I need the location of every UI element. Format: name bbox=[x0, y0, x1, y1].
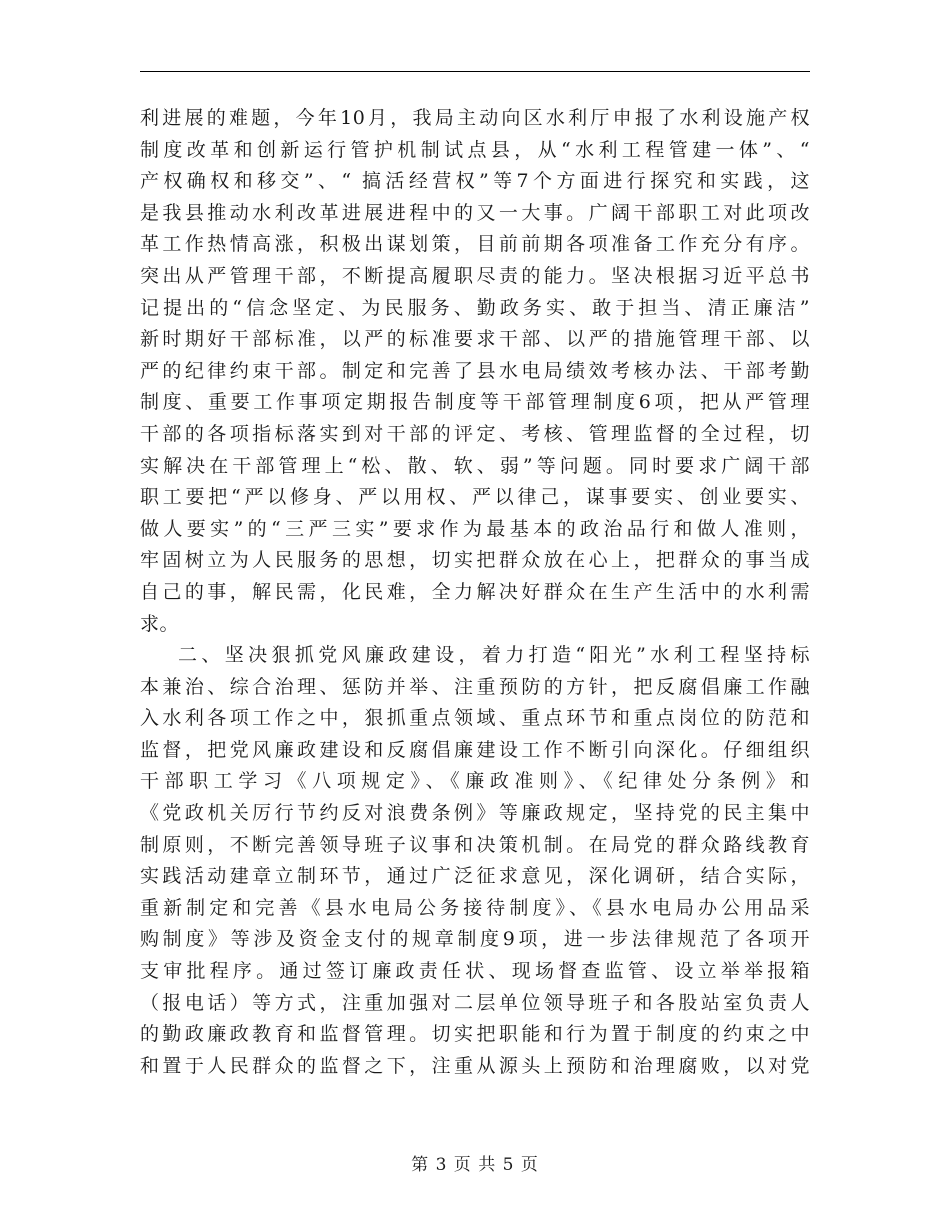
header-rule bbox=[140, 71, 810, 72]
text-line: 实解决在干部管理上“松、散、软、弱”等问题。同时要求广阔干部 bbox=[140, 454, 810, 477]
text-line: 严的纪律约束干部。制定和完善了县水电局绩效考核办法、干部考勤 bbox=[140, 359, 810, 382]
text-line: 监督，把党风廉政建设和反腐倡廉建设工作不断引向深化。仔细组织 bbox=[140, 738, 810, 761]
text-line: 和置于人民群众的监督之下，注重从源头上预防和治理腐败，以对党 bbox=[140, 1054, 810, 1077]
body-text bbox=[140, 103, 810, 1082]
text-line: 革工作热情高涨，积极出谋划策，目前前期各项准备工作充分有序。 bbox=[140, 233, 810, 256]
text-line: 制度、重要工作事项定期报告制度等干部管理制度6项，把从严管理 bbox=[140, 391, 810, 414]
text-line: 做人要实”的“三严三实”要求作为最基本的政治品行和做人准则， bbox=[140, 517, 810, 540]
text-line: 牢固树立为人民服务的思想，切实把群众放在心上，把群众的事当成 bbox=[140, 549, 810, 572]
text-line: 实践活动建章立制环节，通过广泛征求意见，深化调研，结合实际， bbox=[140, 865, 810, 888]
text-line: 突出从严管理干部，不断提高履职尽责的能力。坚决根据习近平总书 bbox=[140, 264, 810, 287]
text-line: 产权确权和移交”、“ 搞活经营权”等7个方面进行探究和实践，这 bbox=[140, 170, 810, 193]
text-line: （报电话）等方式，注重加强对二层单位领导班子和各股站室负责人 bbox=[140, 991, 810, 1014]
text-line: 的勤政廉政教育和监督管理。切实把职能和行为置于制度的约束之中 bbox=[140, 1023, 810, 1046]
text-line: 干部的各项指标落实到对干部的评定、考核、管理监督的全过程，切 bbox=[140, 422, 810, 445]
text-line: 制度改革和创新运行管护机制试点县，从“水利工程管建一体”、“ bbox=[140, 138, 810, 161]
text-line: 支审批程序。通过签订廉政责任状、现场督查监管、设立举举报箱 bbox=[140, 960, 810, 983]
text-line: 干部职工学习《八项规定》、《廉政准则》、《纪律处分条例》和 bbox=[140, 770, 810, 793]
text-line: 求。 bbox=[140, 612, 180, 635]
text-line: 利进展的难题，今年10月，我局主动向区水利厅申报了水利设施产权 bbox=[140, 107, 810, 129]
text-line: 本兼治、综合治理、惩防并举、注重预防的方针，把反腐倡廉工作融 bbox=[140, 675, 810, 698]
text-line: 是我县推动水利改革进展进程中的又一大事。广阔干部职工对此项改 bbox=[140, 201, 810, 224]
text-line: 二、坚决狠抓党风廉政建设，着力打造“阳光”水利工程坚持标 bbox=[178, 644, 810, 667]
text-line: 自己的事，解民需，化民难，全力解决好群众在生产生活中的水利需 bbox=[140, 580, 810, 603]
text-line: 制原则，不断完善领导班子议事和决策机制。在局党的群众路线教育 bbox=[140, 833, 810, 856]
text-line: 重新制定和完善《县水电局公务接待制度》、《县水电局办公用品采 bbox=[140, 896, 810, 919]
text-line: 新时期好干部标准，以严的标准要求干部、以严的措施管理干部、以 bbox=[140, 328, 810, 351]
text-line: 记提出的“信念坚定、为民服务、勤政务实、敢于担当、清正廉洁” bbox=[140, 296, 810, 319]
text-line: 入水利各项工作之中，狠抓重点领域、重点环节和重点岗位的防范和 bbox=[140, 707, 810, 730]
text-line: 《党政机关厉行节约反对浪费条例》等廉政规定，坚持党的民主集中 bbox=[140, 802, 810, 825]
text-line: 职工要把“严以修身、严以用权、严以律己，谋事要实、创业要实、 bbox=[140, 486, 810, 509]
text-line: 购制度》等涉及资金支付的规章制度9项，进一步法律规范了各项开 bbox=[140, 928, 810, 951]
page-number-footer: 第 3 页 共 5 页 bbox=[411, 1155, 539, 1175]
